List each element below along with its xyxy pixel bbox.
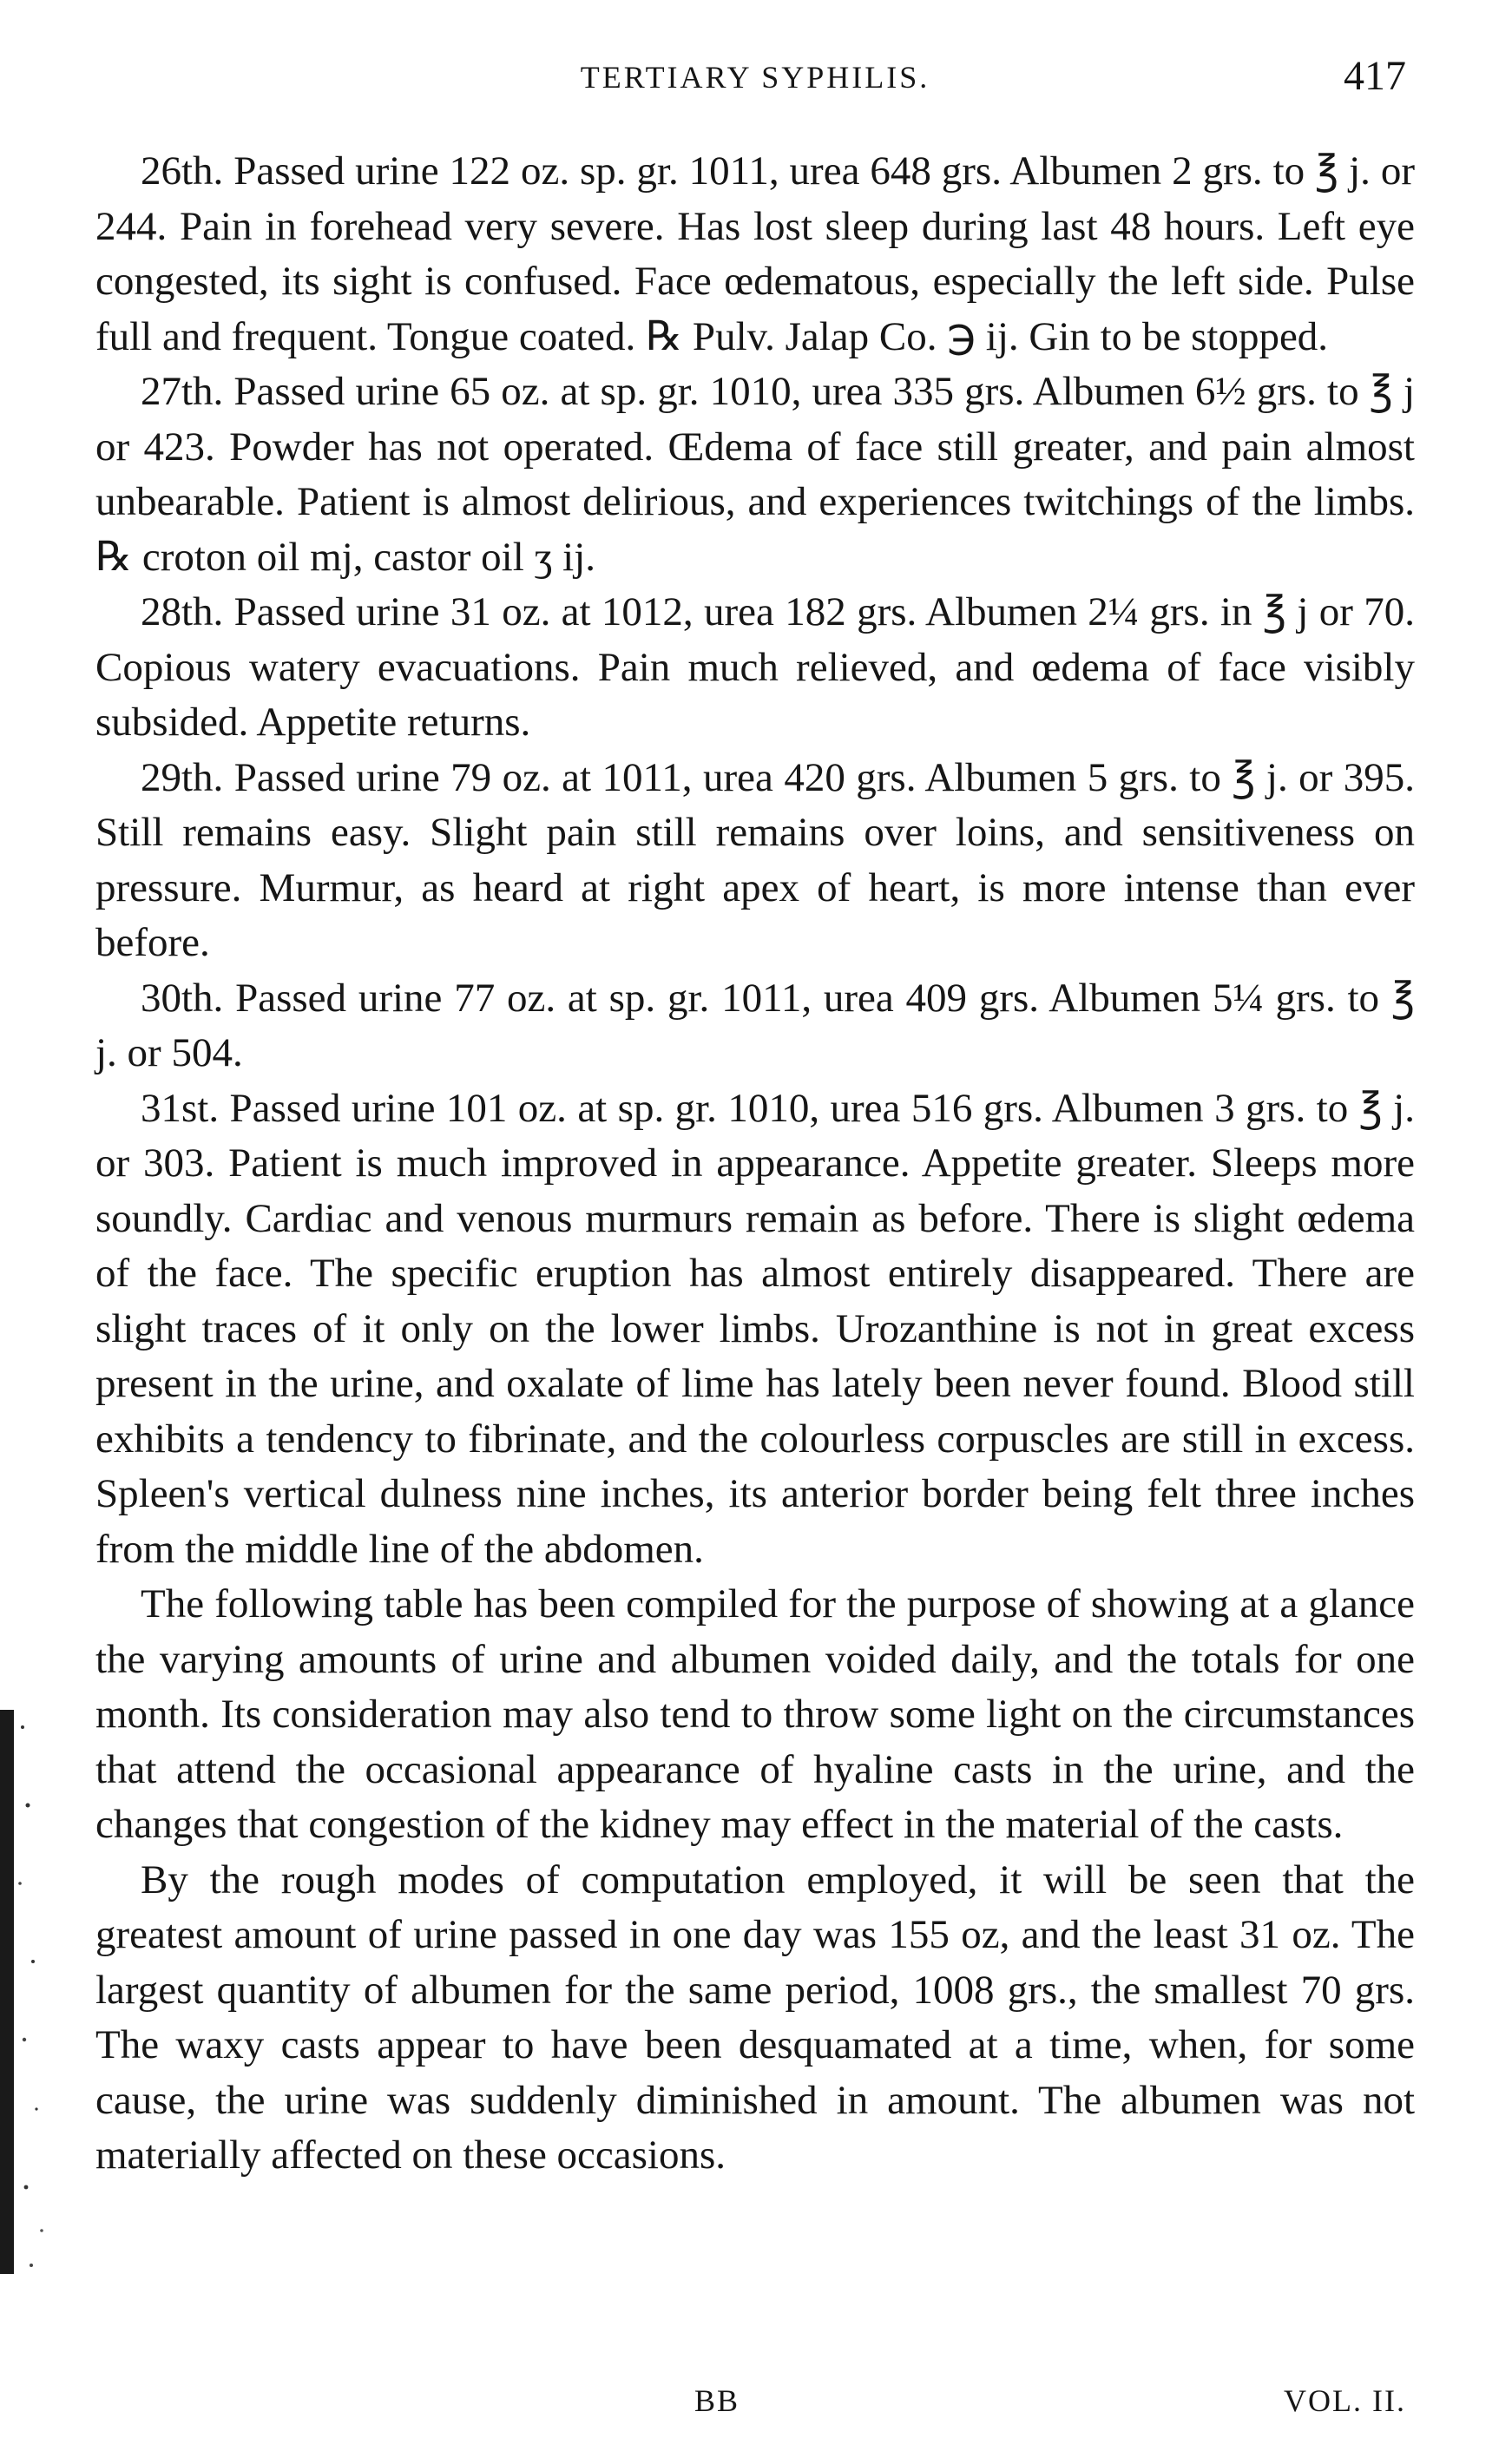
paragraph-27th: 27th. Passed urine 65 oz. at sp. gr. 1010, urea 335 grs. Albumen 6½ grs. to ℥ j or 423. Powder has not operated. Œdema of face still greater, and pain almost unbearable. Patient is almost delirious, and experiences twitchings of the limbs. ℞ croton oil mj, castor oil ʒ ij. — [95, 369, 1415, 580]
paragraph-31st: 31st. Passed urine 101 oz. at sp. gr. 1010, urea 516 grs. Albumen 3 grs. to ℥ j. or 303. Patient is much improved in appearance. Appetite greater. Sleeps more soundly. Cardiac and venous murmurs remain as before. There is slight œdema of the face. The specific eruption has almost entirely disappeared. There are slight traces of it only on the lower limbs. Urozanthine is not in great excess present in the urine, and oxalate of lime has lately been never found. Blood still exhibits a tendency to fibrinate, and the colourless corpuscles are still in excess. Spleen's vertical dulness nine inches, its anterior border being felt three inches from the middle line of the abdomen. — [95, 1085, 1415, 1572]
page-footer — [95, 2382, 1415, 2426]
signature-mark: BB — [694, 2383, 740, 2418]
paragraph-29th: 29th. Passed urine 79 oz. at 1011, urea 420 grs. Albumen 5 grs. to ℥ j. or 395. Still remains easy. Slight pain still remains over loins, and sensitiveness on pressure. Murmur, as heard at right apex of heart, is more intense than ever before. — [95, 754, 1415, 965]
volume-label: VOL. II. — [1284, 2383, 1406, 2418]
running-title: TERTIARY SYPHILIS. — [580, 60, 930, 95]
body-text — [95, 144, 1415, 2184]
paragraph-30th: 30th. Passed urine 77 oz. at sp. gr. 1011, urea 409 grs. Albumen 5¼ grs. to ℥ j. or 504. — [95, 975, 1415, 1075]
paragraph-table-intro: The following table has been compiled for the purpose of showing at a glance the varying amounts of urine and albumen voided daily, and the totals for one month. Its consideration may also tend to throw some light on the circumstances that attend the occasional appearance of hyaline casts in the urine, and the changes that congestion of the kidney may effect in the material of the casts. — [95, 1581, 1415, 1847]
book-page — [95, 52, 1415, 2395]
gutter-specks — [16, 1701, 68, 2291]
running-head — [95, 52, 1415, 122]
paragraph-28th: 28th. Passed urine 31 oz. at 1012, urea 182 grs. Albumen 2¼ grs. in ℥ j or 70. Copious watery evacuations. Pain much relieved, and œdema of face visibly subsided. Appetite returns. — [95, 589, 1415, 745]
page-number: 417 — [1344, 53, 1406, 99]
paragraph-26th: 26th. Passed urine 122 oz. sp. gr. 1011, urea 648 grs. Albumen 2 grs. to ℥ j. or 244. Pain in forehead very severe. Has lost sleep during last 48 hours. Left eye congested, its sight is confused. Face œdematous, especially the left side. Pulse full and frequent. Tongue coated. ℞ Pulv. Jalap Co. ℈ ij. Gin to be stopped. — [95, 148, 1415, 359]
binding-shadow — [0, 1710, 14, 2274]
paragraph-computation: By the rough modes of computation employed, it will be seen that the greatest amount of urine passed in one day was 155 oz, and the least 31 oz. The largest quantity of albumen for the same period, 1008 grs., the smallest 70 grs. The waxy casts appear to have been desquamated at a time, when, for some cause, the urine was suddenly diminished in amount. The albumen was not materially affected on these occasions. — [95, 1856, 1415, 2178]
